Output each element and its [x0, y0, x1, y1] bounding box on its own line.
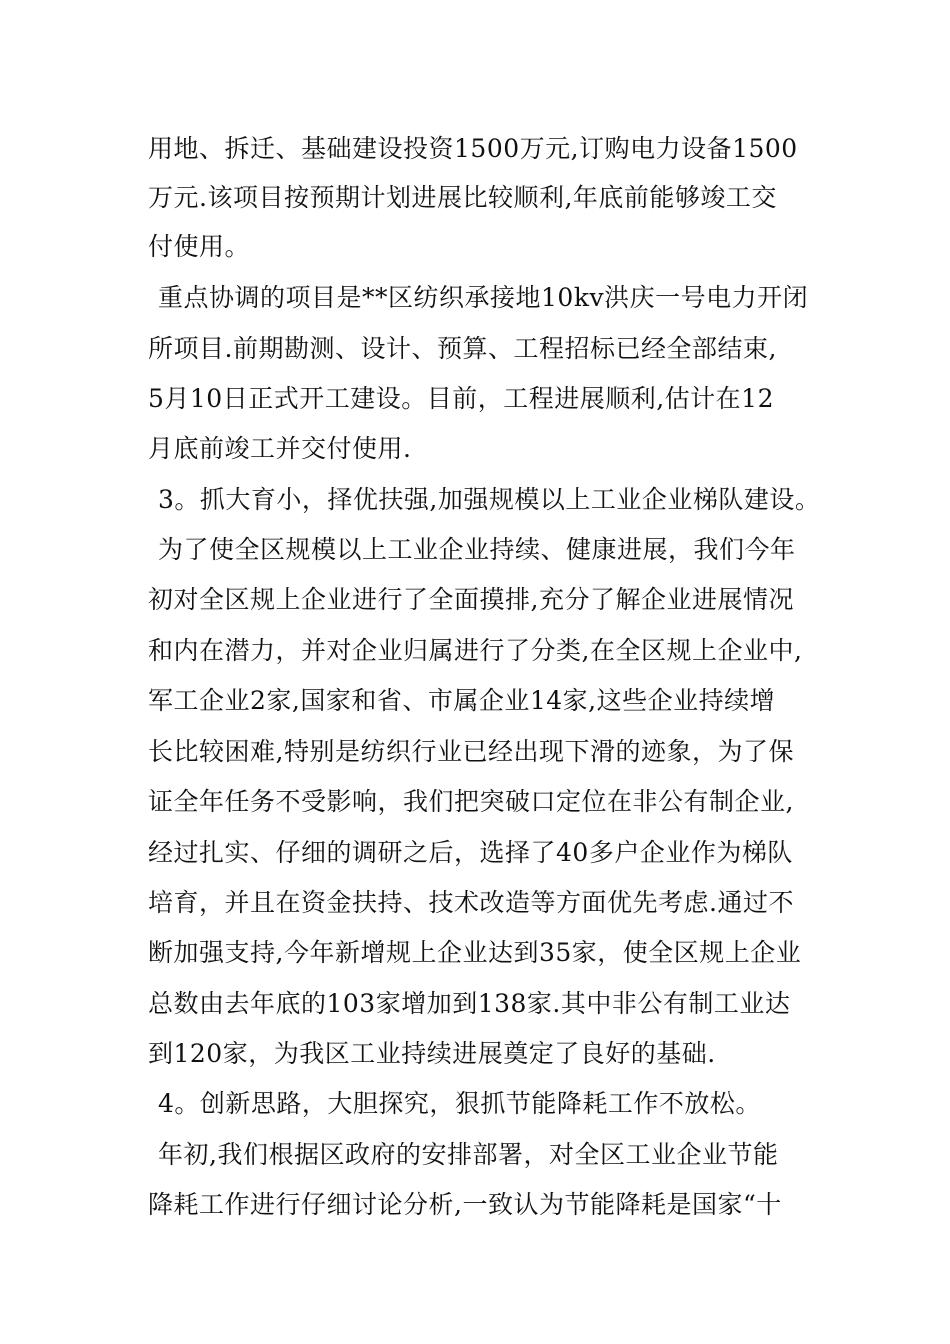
text-line: 长比较困难,特别是纺织行业已经出现下滑的迹象，为了保	[148, 737, 794, 766]
text-line: 初对全区规上企业进行了全面摸排,充分了解企业进展情况	[148, 585, 794, 614]
text-line: 培育，并且在资金扶持、技术改造等方面优先考虑.通过不	[148, 888, 794, 917]
text-line: 到120家，为我区工业持续进展奠定了良好的基础.	[148, 1039, 716, 1068]
text-line: 经过扎实、仔细的调研之后，选择了40多户企业作为梯队	[148, 838, 793, 867]
text-line: 5月10日正式开工建设。目前，工程进展顺利,估计在12	[148, 384, 774, 413]
text-line: 所项目.前期勘测、设计、预算、工程招标已经全部结束,	[148, 334, 777, 363]
text-line: 重点协调的项目是**区纺织承接地10kv洪庆一号电力开闭	[158, 283, 809, 312]
text-line: 万元.该项目按预期计划进展比较顺利,年底前能够竣工交	[148, 183, 777, 212]
text-line: 为了使全区规模以上工业企业持续、健康进展，我们今年	[158, 535, 796, 564]
text-line: 军工企业2家,国家和省、市属企业14家,这些企业持续增	[148, 686, 776, 715]
text-line: 4。创新思路，大胆探究，狠抓节能降耗工作不放松。	[158, 1089, 761, 1118]
text-line: 付使用。	[148, 232, 251, 261]
text-line: 月底前竣工并交付使用.	[148, 434, 412, 463]
text-line: 总数由去年底的103家增加到138家.其中非公有制工业达	[148, 989, 791, 1018]
text-line: 断加强支持,今年新增规上企业达到35家，使全区规上企业	[148, 938, 802, 967]
text-line: 证全年任务不受影响，我们把突破口定位在非公有制企业,	[148, 787, 794, 816]
text-line: 和内在潜力，并对企业归属进行了分类,在全区规上企业中,	[148, 636, 803, 665]
text-line: 年初,我们根据区政府的安排部署，对全区工业企业节能	[158, 1140, 779, 1169]
text-line: 降耗工作进行仔细讨论分析,一致认为节能降耗是国家“十	[148, 1190, 782, 1219]
text-line: 3。抓大育小，择优扶强,加强规模以上工业企业梯队建设。	[158, 485, 821, 514]
text-line: 用地、拆迁、基础建设投资1500万元,订购电力设备1500	[148, 134, 798, 163]
